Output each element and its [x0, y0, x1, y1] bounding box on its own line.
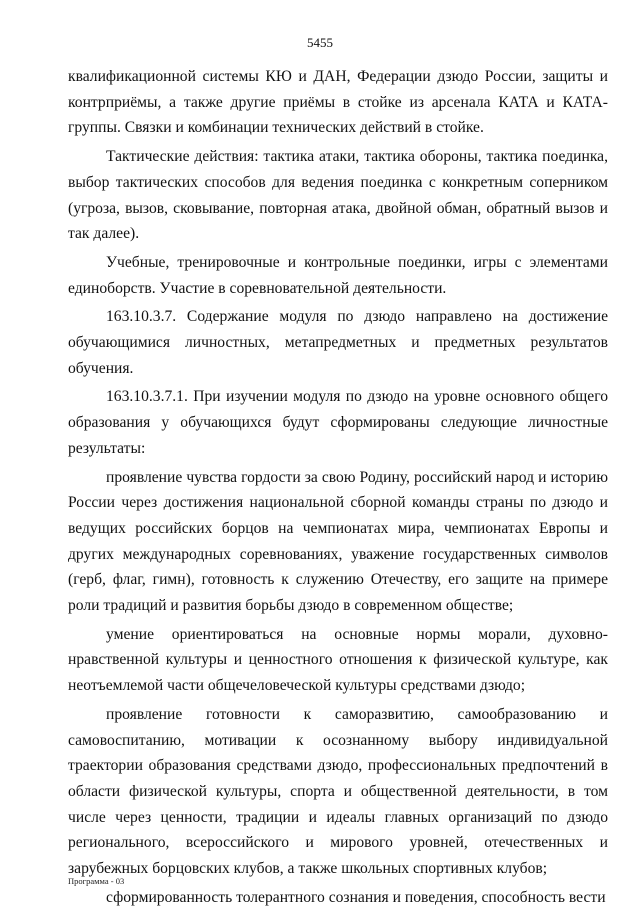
page-number: 5455 — [307, 35, 333, 50]
paragraph-section-163-10-3-7: 163.10.3.7. Содержание модуля по дзюдо направлено на достижение обучающимися личностных, метапредметных и предметных результатов обучения. — [68, 308, 608, 377]
paragraph-section-163-10-3-7-1: 163.10.3.7.1. При изучении модуля по дзюдо на уровне основного общего образования у обучающихся будут сформированы следующие личностные результаты: — [68, 388, 608, 457]
paragraph-skills-continuation: квалификационной системы КЮ и ДАН, Федерации дзюдо России, защиты и контрприёмы, а также другие приёмы в стойке из арсенала КАТА и КАТА-группы. Связки и комбинации технических действий в стойке. — [68, 68, 608, 137]
paragraph-tolerance: сформированность толерантного сознания и поведения, способность вести — [106, 888, 606, 906]
document-body — [68, 64, 608, 911]
paragraph-tactical-actions: Тактические действия: тактика атаки, тактика обороны, тактика поединка, выбор тактических способов для ведения поединка с конкретным соперником (угроза, вызов, сковывание, повторная атака, двойной обман, обратный вызов и так далее). — [68, 148, 608, 243]
paragraph-training-bouts: Учебные, тренировочные и контрольные поединки, игры с элементами единоборств. Участие в соревновательной деятельности. — [68, 253, 608, 297]
paragraph-moral-norms: умение ориентироваться на основные нормы морали, духовно-нравственной культуры и ценностного отношения к физической культуре, как неотъемлемой части общечеловеческой культуры средствами дзюдо; — [68, 625, 608, 695]
footer-label: Программа - 03 — [68, 876, 125, 886]
paragraph-self-development: проявление готовности к саморазвитию, самообразованию и самовоспитанию, мотивации к осознанному выбору индивидуальной траектории образования средствами дзюдо, профессиональных предпочтений в области физической культуры, спорта и общественной деятельности, в том числе через ценности, традиции и идеалы главных организаций по дзюдо регионального, всероссийского и мирового уровней, отечественных и зарубежных борцовских клубов, а также школьных спортивных клубов; — [68, 705, 608, 878]
paragraph-pride-in-homeland: проявление чувства гордости за свою Родину, российский народ и историю России через достижения национальной сборной команды страны по дзюдо и ведущих российских борцов на чемпионатах мира, чемпионатах Европы и других международных соревнованиях, уважение государственных символов (герб, флаг, гимн), готовность к служению Отечеству, его защите на примере роли традиций и развития борьбы дзюдо в современном обществе; — [68, 468, 608, 615]
